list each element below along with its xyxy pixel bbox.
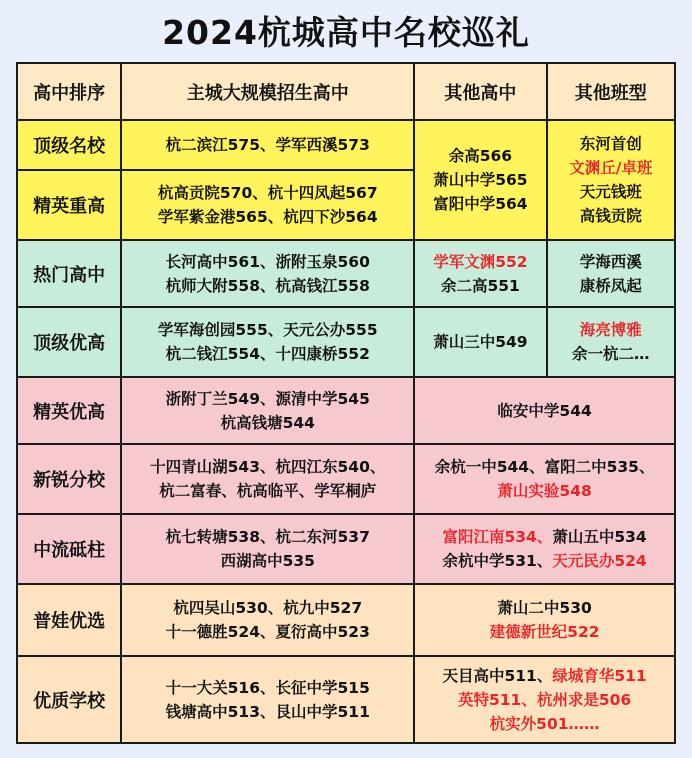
school-line: 萧山三中549 xyxy=(433,333,528,351)
school-line: 十一德胜524、夏衍高中523 xyxy=(165,623,370,641)
other-high-cell xyxy=(414,307,546,377)
class-line: 高钱贡院 xyxy=(579,207,642,225)
main-schools-cell xyxy=(121,584,414,656)
category-cell: 精英优高 xyxy=(17,377,121,444)
other-high-cell xyxy=(414,240,546,307)
header-other-class: 其他班型 xyxy=(547,63,675,120)
table-row xyxy=(17,584,675,656)
class-line-highlight: 文渊丘/卓班 xyxy=(569,159,653,177)
table-row xyxy=(17,514,675,584)
school-line: 浙附丁兰549、源清中学545 xyxy=(165,389,370,408)
main-schools-cell xyxy=(121,240,414,307)
header-main-schools: 主城大规模招生高中 xyxy=(121,63,414,120)
class-line: 余一杭二… xyxy=(572,345,650,363)
school-line-highlight: 杭实外501…… xyxy=(489,714,600,733)
other-class-cell xyxy=(547,240,675,307)
school-name-highlight: 绿城育华511 xyxy=(552,666,647,685)
class-line: 康桥凤起 xyxy=(579,276,642,295)
school-line: 杭二钱江554、十四康桥552 xyxy=(165,345,370,363)
class-line-highlight: 海亮博雅 xyxy=(579,321,642,339)
school-line-mixed xyxy=(417,664,672,688)
school-line: 杭二富春、杭高临平、学军桐庐 xyxy=(159,482,377,500)
school-line: 学军紫金港565、杭四下沙564 xyxy=(157,208,378,226)
school-line: 萧山二中530 xyxy=(497,599,592,617)
school-line: 杭七转塘538、杭二东河537 xyxy=(165,528,370,546)
category-cell: 新锐分校 xyxy=(17,444,121,514)
table-row xyxy=(17,307,675,377)
table-row xyxy=(17,377,675,444)
school-line: 杭高钱塘544 xyxy=(220,413,315,432)
main-schools-cell xyxy=(121,307,414,377)
other-merged-cell xyxy=(414,656,675,743)
class-line: 东河首创 xyxy=(579,135,642,153)
main-schools-cell xyxy=(121,444,414,514)
school-line: 余高566 xyxy=(448,147,513,165)
school-name: 萧山五中534 xyxy=(552,528,647,546)
table-row xyxy=(17,240,675,307)
category-cell: 顶级优高 xyxy=(17,307,121,377)
school-name-highlight: 天元民办524 xyxy=(552,552,647,570)
category-cell: 优质学校 xyxy=(17,656,121,743)
other-merged-cell xyxy=(414,514,675,584)
class-line: 学海西溪 xyxy=(579,252,642,271)
category-cell: 热门高中 xyxy=(17,240,121,307)
school-ranking-table xyxy=(16,62,676,744)
table-row xyxy=(17,656,675,743)
school-line: 学军海创园555、天元公办555 xyxy=(157,321,378,339)
school-line-mixed xyxy=(417,549,672,573)
school-name-highlight: 富阳江南534、 xyxy=(442,528,553,546)
school-line: 余杭一中544、富阳二中535、 xyxy=(434,458,655,476)
other-class-cell xyxy=(547,120,675,240)
school-name: 余杭中学531、 xyxy=(442,552,553,570)
header-rank: 高中排序 xyxy=(17,63,121,120)
school-line: 杭师大附558、杭高钱江558 xyxy=(165,276,370,295)
header-row xyxy=(17,63,675,120)
school-line: 十四青山湖543、杭四江东540、 xyxy=(150,458,386,476)
page-title: 2024杭城高中名校巡礼 xyxy=(162,13,530,52)
school-line: 临安中学544 xyxy=(497,401,592,420)
school-line: 杭四吴山530、杭九中527 xyxy=(173,599,363,617)
other-merged-cell xyxy=(414,444,675,514)
main-schools-cell xyxy=(121,120,414,170)
category-cell: 普娃优选 xyxy=(17,584,121,656)
category-cell: 中流砥柱 xyxy=(17,514,121,584)
main-schools-cell xyxy=(121,656,414,743)
other-high-cell xyxy=(414,120,546,240)
school-line: 长河高中561、浙附玉泉560 xyxy=(165,252,370,271)
class-line: 天元钱班 xyxy=(579,183,642,201)
school-line: 余二高551 xyxy=(440,276,520,295)
category-cell: 精英重高 xyxy=(17,170,121,240)
school-line: 西湖高中535 xyxy=(220,552,315,570)
school-line: 富阳中学564 xyxy=(433,195,528,213)
other-class-cell xyxy=(547,307,675,377)
school-name: 天目高中511、 xyxy=(442,666,553,685)
category-cell: 顶级名校 xyxy=(17,120,121,170)
header-other-high: 其他高中 xyxy=(414,63,546,120)
table-row xyxy=(17,120,675,170)
school-line-highlight: 建德新世纪522 xyxy=(489,623,600,641)
main-schools-cell xyxy=(121,170,414,240)
school-line-highlight: 英特511、杭州求是506 xyxy=(457,690,632,709)
other-merged-cell xyxy=(414,377,675,444)
main-schools-cell xyxy=(121,377,414,444)
school-line: 十一大关516、长征中学515 xyxy=(165,678,370,697)
school-line-highlight: 学军文渊552 xyxy=(433,252,528,271)
table-row xyxy=(17,444,675,514)
school-line: 钱塘高中513、艮山中学511 xyxy=(165,702,370,721)
school-line: 杭高贡院570、杭十四凤起567 xyxy=(157,184,378,202)
school-line-mixed xyxy=(417,525,672,549)
main-schools-cell xyxy=(121,514,414,584)
other-merged-cell xyxy=(414,584,675,656)
school-line: 萧山中学565 xyxy=(433,171,528,189)
school-line: 杭二滨江575、学军西溪573 xyxy=(165,136,370,154)
school-line-highlight: 萧山实验548 xyxy=(497,482,592,500)
